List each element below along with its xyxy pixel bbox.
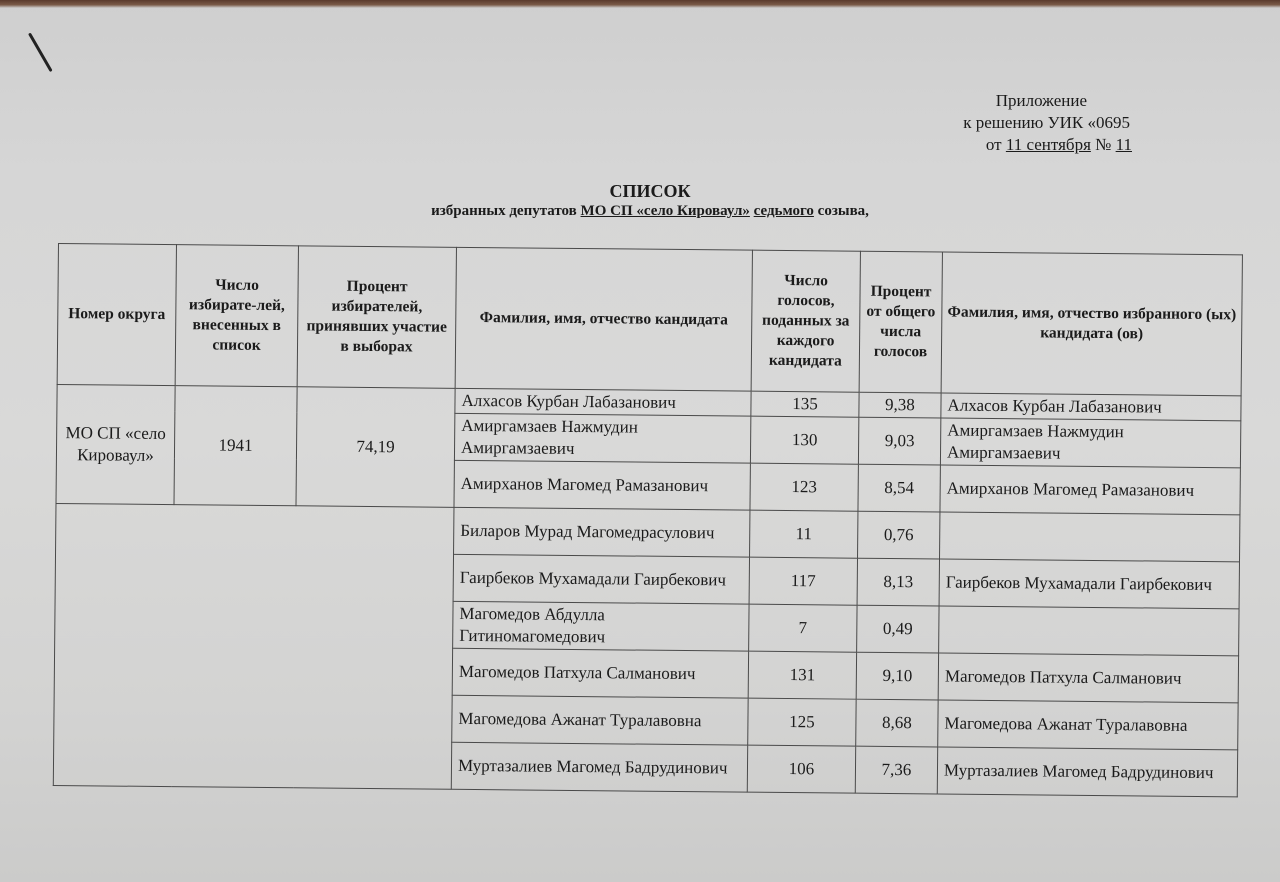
header-votes-percent: Процент от общего числа голосов [859,251,942,393]
candidate-percent: 9,03 [858,417,940,465]
elected-name: Магомедов Патхула Салманович [938,653,1238,703]
elected-deputies-table [53,243,1243,797]
candidate-votes: 117 [749,557,857,605]
table-header-row [57,244,1242,396]
header-turnout-percent: Процент избирателей, принявших участие в выборах [297,246,456,389]
candidate-name: Биларов Мурад Магомедрасулович [454,507,750,557]
elected-name: Алхасов Курбан Лабазанович [941,393,1241,421]
elected-name [940,512,1240,562]
header-voters-count: Число избирате-лей, внесенных в список [175,245,298,387]
candidate-name: Амиргамзаев Нажмудин Амиргамзаевич [454,413,750,463]
decision-number: 11 [1115,135,1132,154]
document-title: СПИСОК [609,181,691,201]
decision-date: 11 сентября [1005,135,1091,154]
candidate-votes: 11 [750,510,858,558]
candidate-percent: 8,13 [857,558,939,606]
candidate-percent: 9,38 [859,392,941,418]
header-district-number: Номер округа [57,244,176,386]
candidate-percent: 0,49 [857,605,939,653]
appendix-header [872,90,1132,156]
candidate-percent: 0,76 [858,511,940,559]
subtitle-prefix: избранных депутатов [431,203,581,219]
decision-date-line [872,134,1132,156]
elected-name: Амиргамзаев Нажмудин Амиргамзаевич [940,418,1240,468]
candidate-name: Магомедова Ажанат Туралавовна [452,695,748,745]
elected-name: Амирханов Магомед Рамазанович [940,465,1240,515]
candidate-votes: 7 [749,604,857,652]
candidate-votes: 106 [747,745,855,793]
candidate-name: Магомедов Патхула Салманович [452,648,748,698]
pen-mark [28,33,53,73]
candidate-name: Муртазалиев Магомед Бадрудинович [451,742,747,792]
elected-name [939,606,1239,656]
candidate-name: Магомедов Абдулла Гитиномагомедович [453,601,749,651]
date-prefix: от [985,135,1006,154]
number-sign: № [1090,135,1116,154]
header-elected-name: Фамилия, имя, отчество избранного (ых) кандидата (ов) [941,252,1242,396]
candidate-percent: 7,36 [855,746,937,794]
district-name: МО СП «село Кироваул» [56,384,175,504]
photo-top-edge [0,0,1280,8]
subtitle-municipality: МО СП «село Кироваул» [580,203,750,219]
subtitle-suffix: созыва, [813,203,869,219]
header-votes-count: Число голосов, поданных за каждого кандидата [751,250,860,392]
candidate-name: Гаирбеков Мухамадали Гаирбекович [453,554,749,604]
document-title-block [0,180,1280,220]
candidate-votes: 135 [751,391,859,417]
candidate-percent: 9,10 [856,652,938,700]
document-subtitle [0,202,1280,220]
candidate-votes: 130 [750,416,858,464]
candidate-percent: 8,68 [856,699,938,747]
elected-name: Магомедова Ажанат Туралавовна [938,700,1238,750]
appendix-label: Приложение [995,91,1087,110]
candidate-name: Алхасов Курбан Лабазанович [455,388,751,416]
elected-name: Гаирбеков Мухамадали Гаирбекович [939,559,1239,609]
candidate-votes: 125 [748,698,856,746]
candidate-votes: 131 [748,651,856,699]
candidate-votes: 123 [750,463,858,511]
table-row [56,503,1240,561]
header-candidate-name: Фамилия, имя, отчество кандидата [455,247,752,391]
candidate-percent: 8,54 [858,464,940,512]
subtitle-convocation: седьмого [753,203,814,219]
decision-reference: к решению УИК «0695 [963,113,1130,132]
district-voters: 1941 [174,386,297,506]
elected-name: Муртазалиев Магомед Бадрудинович [937,747,1237,797]
district-turnout: 74,19 [296,387,455,508]
merged-empty-cell [53,503,454,789]
candidate-name: Амирханов Магомед Рамазанович [454,460,750,510]
